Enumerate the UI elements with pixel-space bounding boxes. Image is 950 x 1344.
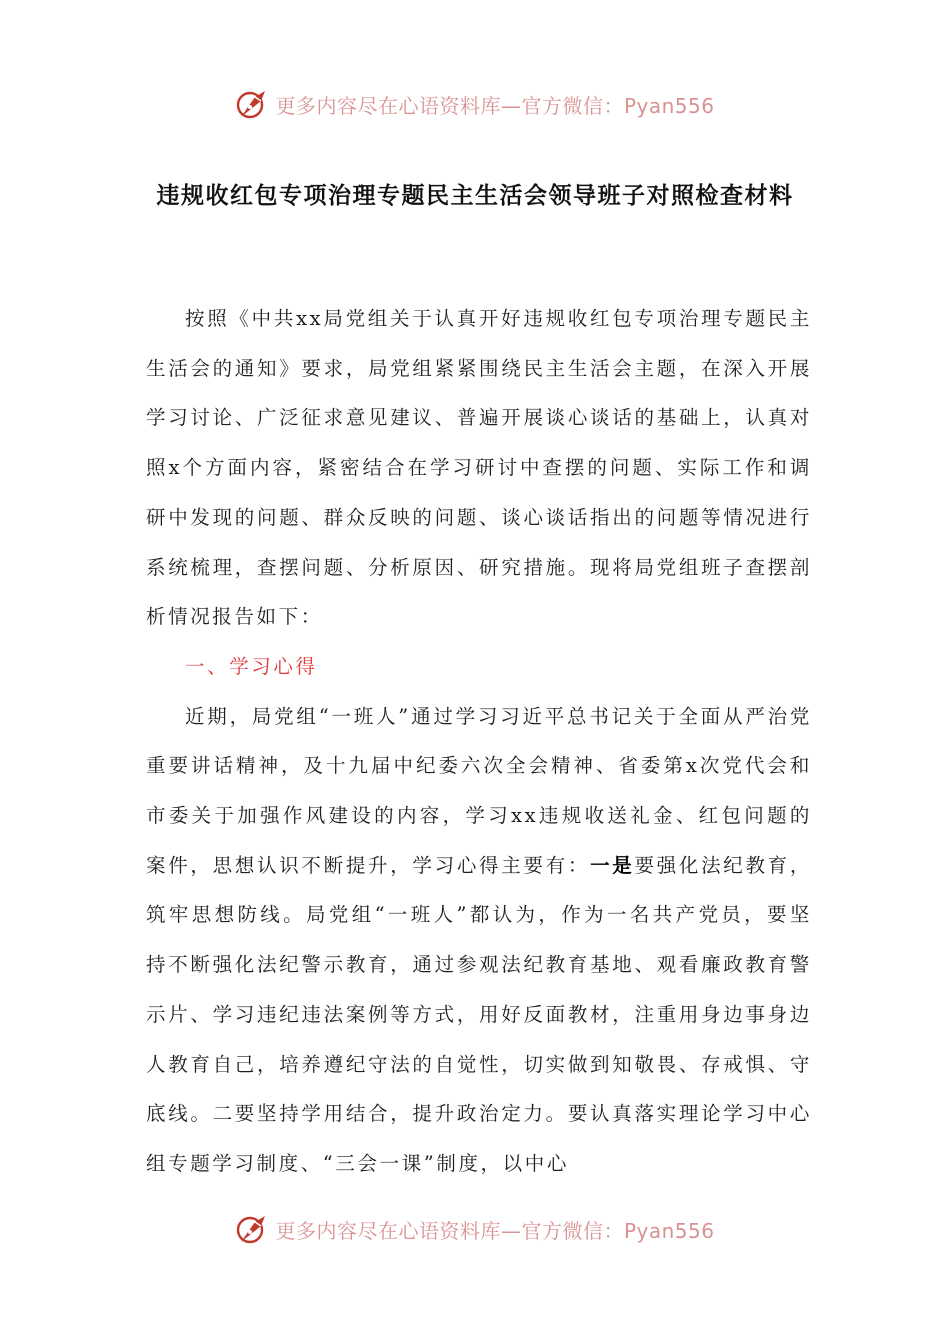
section-heading-study: 一、学习心得 (185, 654, 318, 678)
watermark-banner-bottom (0, 1209, 950, 1249)
pen-nib-circle-icon (235, 1212, 269, 1246)
study-paragraph-part1: 近期，局党组“一班人”通过学习习近平总书记关于全面从严治党重要讲话精神，及十九届中纪委六次全会精神、省委第x次党代会和市委关于加强作风建设的内容，学习xx违规收送礼金、红包问题的案件，思想认识不断提升，学习心得主要有： (146, 704, 812, 877)
study-paragraph-part2: 要强化法纪教育，筑牢思想防线。局党组“一班人”都认为，作为一名共产党员，要坚持不断强化法纪警示教育，通过参观法纪教育基地、观看廉政教育警示片、学习违纪违法案例等方式，用好反面教材，注重用身边事身边人教育自己，培养遵纪守法的自觉性，切实做到知敬畏、存戒惧、守底线。二要坚持学用结合，提升政治定力。要认真落实理论学习中心组专题学习制度、“三会一课”制度，以中心 (146, 853, 812, 1175)
watermark-text: 更多内容尽在心语资料库—官方微信：Pyan556 (275, 93, 715, 118)
watermark-text: 更多内容尽在心语资料库—官方微信：Pyan556 (275, 1218, 715, 1243)
study-paragraph (146, 692, 812, 1189)
intro-paragraph: 按照《中共xx局党组关于认真开好违规收红包专项治理专题民主生活会的通知》要求，局党组紧紧围绕民主生活会主题，在深入开展学习讨论、广泛征求意见建议、普遍开展谈心谈话的基础上，认真对照x个方面内容，紧密结合在学习研讨中查摆的问题、实际工作和调研中发现的问题、群众反映的问题、谈心谈话指出的问题等情况进行系统梳理，查摆问题、分析原因、研究措施。现将局党组班子查摆剖析情况报告如下： (146, 307, 812, 629)
document-title: 违规收红包专项治理专题民主生活会领导班子对照检查材料 (156, 183, 794, 209)
study-paragraph-emphasis: 一是 (590, 853, 635, 877)
watermark-banner-top (0, 84, 950, 124)
document-body (146, 294, 812, 1189)
pen-nib-circle-icon (235, 87, 269, 121)
